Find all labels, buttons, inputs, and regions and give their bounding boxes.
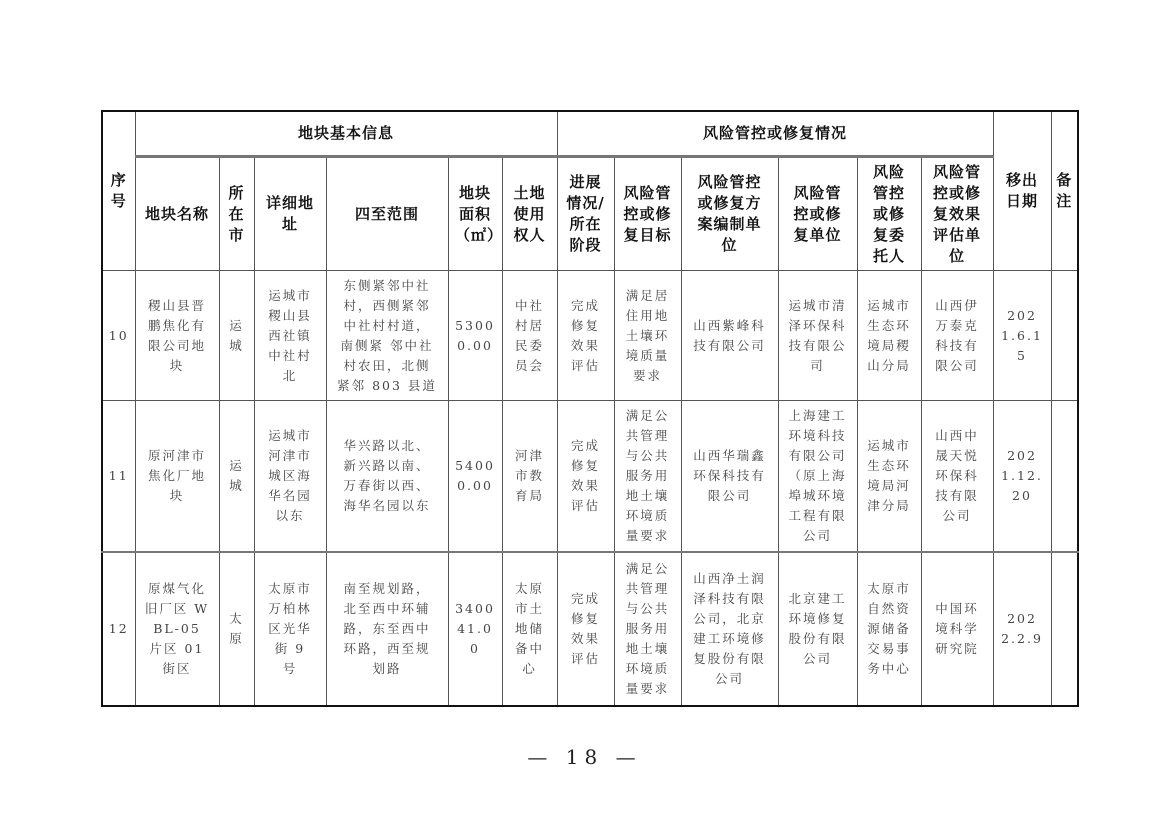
plan-unit-header: 风险管控或修复方案编制单位 [681, 157, 778, 271]
area-header: 地块面积（㎡） [448, 157, 502, 271]
target-cell: 满足公共管理与公共服务用地土壤环境质量要求 [614, 401, 681, 553]
progress-cell: 完成修复效果评估 [557, 271, 614, 401]
document-page [101, 110, 1079, 707]
page-number: — 18 — [527, 745, 642, 769]
progress-cell: 完成修复效果评估 [557, 552, 614, 706]
seq-cell: 11 [102, 401, 135, 553]
plan-unit-cell: 山西华瑞鑫环保科技有限公司 [681, 401, 778, 553]
seq-cell: 10 [102, 271, 135, 401]
repair-unit-cell: 北京建工环境修复股份有限公司 [778, 552, 857, 706]
contaminated-site-table [101, 110, 1079, 707]
removal-date-header: 移出日期 [993, 111, 1051, 271]
progress-cell: 完成修复效果评估 [557, 401, 614, 553]
address-cell: 太原市万柏林区光华街 9 号 [254, 552, 326, 706]
plan-unit-cell: 山西净土润泽科技有限公司，北京建工环境修复股份有限公司 [681, 552, 778, 706]
client-cell: 太原市自然资源储备交易事务中心 [857, 552, 921, 706]
name-header: 地块名称 [135, 157, 219, 271]
table-row [102, 401, 1078, 553]
name-cell: 原煤气化旧厂区 WBL-05 片区 01 街区 [135, 552, 219, 706]
name-cell: 原河津市焦化厂地块 [135, 401, 219, 553]
column-header-row [102, 157, 1078, 271]
land-user-cell: 河津市教育局 [502, 401, 557, 553]
boundaries-cell: 东侧紧邻中社村，西侧紧邻中社村村道，南侧紧 邻中社村农田，北侧紧邻 803 县道 [326, 271, 448, 401]
remarks-cell [1051, 401, 1078, 553]
target-header: 风险管控或修复目标 [614, 157, 681, 271]
address-header: 详细地址 [254, 157, 326, 271]
removal-date-cell: 2021.6.15 [993, 271, 1051, 401]
remarks-cell [1051, 552, 1078, 706]
client-cell: 运城市生态环境局河津分局 [857, 401, 921, 553]
city-header: 所在市 [219, 157, 254, 271]
eval-unit-cell: 山西伊万泰克科技有限公司 [921, 271, 993, 401]
group-header-row [102, 111, 1078, 157]
table-row [102, 552, 1078, 706]
remarks-header: 备注 [1051, 111, 1078, 271]
seq-header: 序号 [102, 111, 135, 271]
land-user-header: 土地使用权人 [502, 157, 557, 271]
land-user-cell: 太原市土地储备中心 [502, 552, 557, 706]
client-header: 风险管控或修复委托人 [857, 157, 921, 271]
risk-control-group-header: 风险管控或修复情况 [557, 111, 993, 157]
eval-unit-cell: 中国环境科学研究院 [921, 552, 993, 706]
repair-unit-cell: 上海建工环境科技有限公司（原上海埠城环境工程有限公司 [778, 401, 857, 553]
boundaries-cell: 南至规划路，北至西中环辅路，东至西中环路，西至规划路 [326, 552, 448, 706]
area-cell: 340041.00 [448, 552, 502, 706]
client-cell: 运城市生态环境局稷山分局 [857, 271, 921, 401]
target-cell: 满足公共管理与公共服务用地土壤环境质量要求 [614, 552, 681, 706]
eval-unit-header: 风险管控或修复效果评估单位 [921, 157, 993, 271]
eval-unit-cell: 山西中晟天悦环保科技有限公司 [921, 401, 993, 553]
repair-unit-header: 风险管控或修复单位 [778, 157, 857, 271]
name-cell: 稷山县晋鹏焦化有限公司地块 [135, 271, 219, 401]
address-cell: 运城市稷山县西社镇中社村北 [254, 271, 326, 401]
area-cell: 54000.00 [448, 401, 502, 553]
seq-cell: 12 [102, 552, 135, 706]
address-cell: 运城市河津市城区海华名园以东 [254, 401, 326, 553]
table-row [102, 271, 1078, 401]
target-cell: 满足居住用地土壤环境质量要求 [614, 271, 681, 401]
plan-unit-cell: 山西紫峰科技有限公司 [681, 271, 778, 401]
removal-date-cell: 2022.2.9 [993, 552, 1051, 706]
remarks-cell [1051, 271, 1078, 401]
city-cell: 运城 [219, 401, 254, 553]
basic-info-group-header: 地块基本信息 [135, 111, 557, 157]
land-user-cell: 中社村居民委员会 [502, 271, 557, 401]
repair-unit-cell: 运城市清泽环保科技有限公司 [778, 271, 857, 401]
progress-header: 进展情况/所在阶段 [557, 157, 614, 271]
boundaries-header: 四至范围 [326, 157, 448, 271]
area-cell: 53000.00 [448, 271, 502, 401]
city-cell: 运城 [219, 271, 254, 401]
boundaries-cell: 华兴路以北、新兴路以南、万春街以西、海华名园以东 [326, 401, 448, 553]
city-cell: 太原 [219, 552, 254, 706]
removal-date-cell: 2021.12.20 [993, 401, 1051, 553]
